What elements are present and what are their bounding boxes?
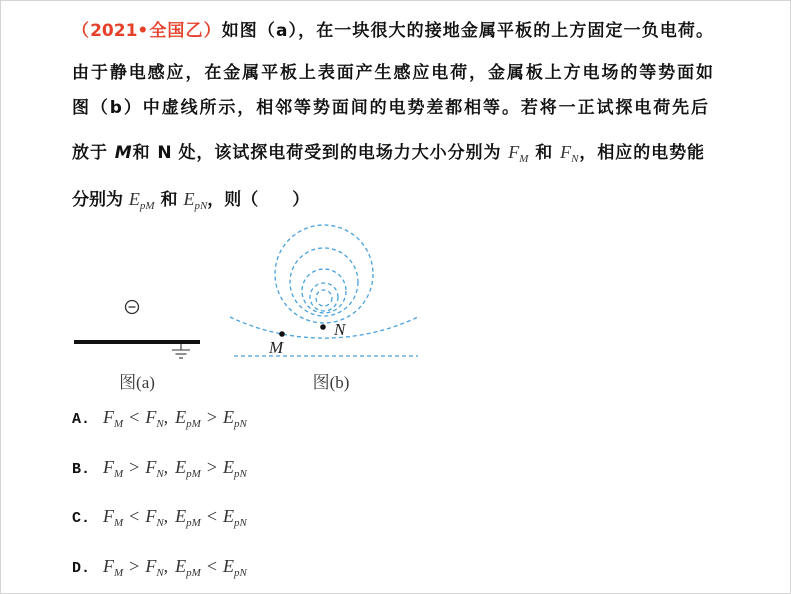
- formula-symbol: F: [145, 407, 157, 427]
- comparison-operator: <: [206, 506, 217, 526]
- option-letter: C.: [72, 510, 91, 527]
- point-m-reference: M: [114, 143, 132, 163]
- formula-separator: ,: [163, 457, 169, 477]
- figure-a-caption: 图(a): [119, 373, 155, 392]
- formula-symbol: E: [128, 189, 140, 209]
- question-text: 图（b）中虚线所示，相邻等势面间的电势差都相等。若将一正试探电荷先后: [72, 98, 708, 118]
- formula-subscript: pM: [186, 418, 201, 430]
- question-text: 如图（a），在一块很大的接地金属平板的上方固定一负电荷。: [221, 21, 713, 41]
- comparison-operator: >: [129, 457, 140, 477]
- formula-symbol: F: [103, 506, 114, 526]
- formula-symbol: E: [223, 506, 234, 526]
- equipotential-circle: [316, 290, 332, 306]
- option-formula: [103, 407, 247, 430]
- energy-n-formula: [183, 189, 208, 212]
- option-letter: D.: [72, 560, 91, 577]
- label-n: N: [334, 320, 346, 339]
- option-formula: [103, 556, 247, 579]
- question-text: 分别为: [72, 190, 129, 210]
- formula-separator: ,: [163, 506, 169, 526]
- question-line-1: [72, 19, 713, 43]
- question-line-5: [72, 187, 309, 211]
- question-text: 由于静电感应，在金属平板上表面产生感应电荷，金属板上方电场的等势面如: [72, 63, 713, 83]
- formula-symbol: E: [175, 457, 187, 477]
- question-text: 放于: [72, 143, 115, 163]
- formula-separator: ,: [163, 407, 169, 427]
- source-tag: （2021•全国乙）: [72, 21, 222, 41]
- option-letter: B.: [72, 461, 91, 478]
- equipotential-circle: [290, 248, 358, 316]
- energy-m-formula: [128, 189, 155, 212]
- metal-plate: [74, 340, 200, 344]
- formula-symbol: F: [145, 506, 157, 526]
- comparison-operator: >: [206, 457, 217, 477]
- equipotential-circle: [302, 269, 346, 313]
- equipotential-circle: [275, 225, 373, 323]
- point-m: [279, 331, 285, 337]
- option-a[interactable]: [72, 405, 247, 429]
- comparison-operator: >: [206, 407, 217, 427]
- formula-subscript: pM: [139, 200, 155, 212]
- answer-blank: ，则（ ）: [207, 190, 310, 210]
- question-text: 和: [528, 143, 561, 163]
- formula-symbol: F: [560, 142, 572, 162]
- option-letter: A.: [72, 411, 91, 428]
- formula-symbol: F: [145, 457, 157, 477]
- formula-symbol: F: [103, 556, 114, 576]
- formula-subscript: M: [519, 153, 529, 165]
- option-c[interactable]: [72, 504, 247, 528]
- equipotential-circle: [310, 283, 338, 311]
- formula-subscript: pN: [234, 517, 247, 529]
- formula-subscript: pN: [234, 468, 247, 480]
- question-text: ，相应的电势能: [578, 143, 705, 163]
- figure-a: [74, 301, 200, 393]
- question-line-4: [72, 140, 704, 164]
- option-formula: [103, 457, 247, 480]
- negative-charge-icon: [126, 301, 139, 314]
- formula-symbol: E: [223, 407, 234, 427]
- formula-symbol: F: [145, 556, 157, 576]
- formula-subscript: pM: [186, 517, 201, 529]
- figure-b: [230, 225, 418, 392]
- ground-icon: [172, 344, 190, 358]
- comparison-operator: <: [206, 556, 217, 576]
- question-text: 和 N 处，该试探电荷受到的电场力大小分别为: [131, 143, 509, 163]
- formula-subscript: N: [156, 567, 164, 579]
- equipotential-circles: [275, 225, 373, 323]
- formula-subscript: pN: [234, 418, 247, 430]
- formula-subscript: M: [114, 567, 124, 579]
- figure-b-caption: 图(b): [312, 373, 350, 392]
- point-n: [320, 324, 326, 330]
- formula-subscript: N: [156, 468, 164, 480]
- formula-subscript: N: [156, 418, 164, 430]
- force-n-formula: [560, 142, 579, 165]
- formula-subscript: M: [114, 517, 124, 529]
- question-line-2: [72, 61, 713, 85]
- formula-subscript: pN: [194, 200, 208, 212]
- formula-symbol: E: [223, 556, 234, 576]
- formula-subscript: pN: [234, 567, 247, 579]
- formula-symbol: F: [103, 407, 114, 427]
- formula-subscript: pM: [186, 567, 201, 579]
- formula-symbol: E: [175, 407, 187, 427]
- formula-symbol: E: [183, 189, 195, 209]
- comparison-operator: <: [129, 407, 140, 427]
- formula-separator: ,: [163, 556, 169, 576]
- option-b[interactable]: [72, 455, 247, 479]
- formula-subscript: M: [114, 468, 124, 480]
- figures: [61, 216, 441, 401]
- formula-symbol: F: [508, 142, 520, 162]
- option-formula: [103, 506, 247, 529]
- formula-symbol: F: [103, 457, 114, 477]
- formula-symbol: E: [175, 506, 187, 526]
- formula-symbol: E: [223, 457, 234, 477]
- formula-subscript: N: [571, 153, 579, 165]
- question-text: 和: [154, 190, 184, 210]
- option-d[interactable]: [72, 554, 247, 578]
- label-m: M: [269, 338, 284, 357]
- force-m-formula: [508, 142, 529, 165]
- formula-subscript: pM: [186, 468, 201, 480]
- formula-subscript: M: [114, 418, 124, 430]
- question-line-3: [72, 96, 708, 120]
- comparison-operator: <: [129, 506, 140, 526]
- formula-subscript: N: [156, 517, 164, 529]
- comparison-operator: >: [129, 556, 140, 576]
- formula-symbol: E: [175, 556, 187, 576]
